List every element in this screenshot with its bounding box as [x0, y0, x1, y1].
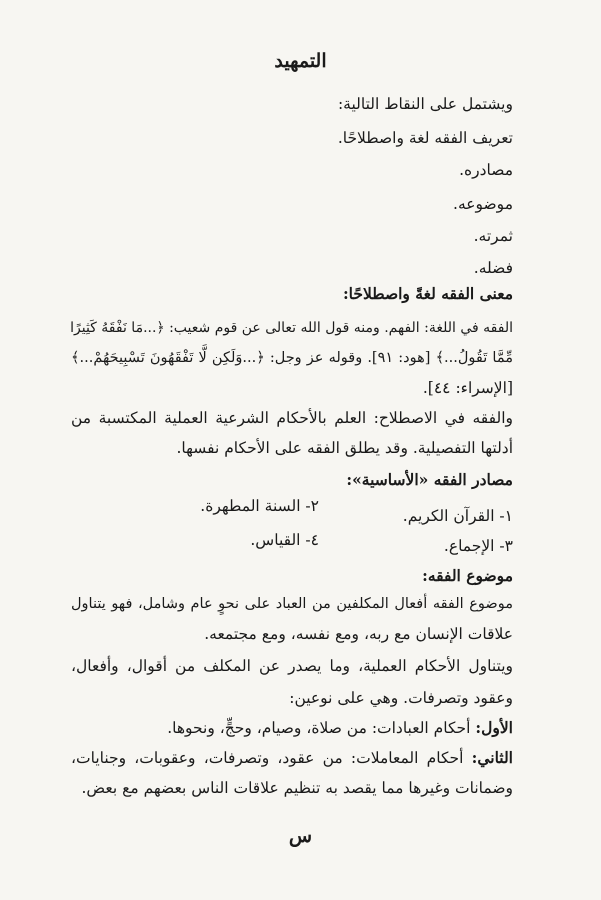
type-second-label: الثاني:: [471, 748, 513, 767]
subject-line: موضوع الفقه أفعال المكلفين من العباد على نحوٍ عام وشامل، فهو يتناول: [71, 596, 513, 612]
source-item: ١- القرآن الكريم.: [402, 507, 513, 525]
point-item: تعريف الفقه لغة واصطلاحًا.: [337, 129, 513, 147]
type-first: [0, 716, 601, 740]
term-def-line: أدلتها التفصيلية. وقد يطلق الفقه على الأحكام نفسها.: [176, 439, 513, 457]
page-number: س: [288, 825, 313, 847]
page-title: التمهيد: [274, 50, 327, 72]
point-item: فضله.: [473, 259, 513, 277]
point-item: مصادره.: [459, 161, 513, 179]
subject-line: ويتناول الأحكام العملية، وما يصدر عن المكلف من أقوال، وأفعال،: [71, 657, 513, 675]
sources-heading: مصادر الفقه «الأساسية»:: [346, 470, 513, 489]
source-item: ٣- الإجماع.: [443, 537, 513, 555]
source-item: ٤- القياس.: [250, 531, 319, 549]
subject-line: وعقود وتصرفات. وهي على نوعين:: [289, 689, 513, 707]
lang-def-line: مِّمَّا تَقُولُ...﴾ [هود: ٩١]. وقوله عز وجل: ﴿...وَلَكِن لَّا تَفْقَهُونَ تَسْبِيحَهُمْ...﴾: [71, 350, 513, 366]
source-item: ٢- السنة المطهرة.: [200, 497, 319, 515]
lang-def-line: [الإسراء: ٤٤].: [422, 379, 513, 397]
type-first-label: الأول:: [475, 718, 513, 737]
point-item: موضوعه.: [453, 195, 513, 213]
type-second-text: أحكام المعاملات: من عقود، وتصرفات، وعقوبات، وجنايات،: [71, 749, 464, 767]
term-def-line: والفقه في الاصطلاح: العلم بالأحكام الشرعية العملية المكتسبة من: [71, 409, 513, 427]
type-second-cont: وضمانات وغيرها مما يقصد به تنظيم علاقات الناس بعضهم مع بعض.: [81, 779, 513, 797]
subject-heading: موضوع الفقه:: [422, 566, 513, 585]
type-first-text: أحكام العبادات: من صلاة، وصيام، وحجٍّ، ونحوها.: [167, 719, 471, 737]
definition-heading: معنى الفقه لغةً واصطلاحًا:: [342, 284, 513, 303]
subject-line: علاقات الإنسان مع ربه، ومع نفسه، ومع مجتمعه.: [204, 625, 513, 643]
lang-def-line: الفقه في اللغة: الفهم. ومنه قول الله تعالى عن قوم شعيب: ﴿...مَا نَفْقَهُ كَثِيرًا: [70, 320, 513, 336]
point-item: ثمرته.: [473, 227, 513, 245]
type-second: [71, 746, 513, 770]
intro-text: ويشتمل على النقاط التالية:: [337, 95, 513, 113]
